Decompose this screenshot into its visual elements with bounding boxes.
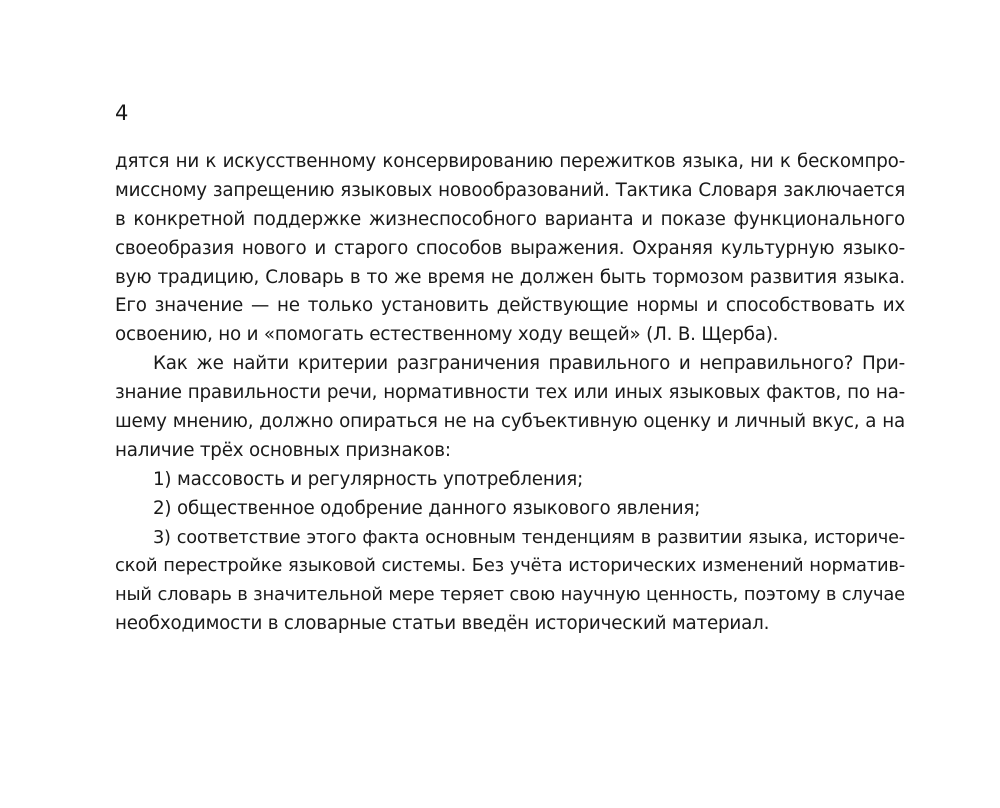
page-number: 4 — [115, 101, 129, 125]
text-line: знание правильности речи, нормативности тех или иных языковых фактов, по на- — [115, 382, 905, 404]
text-line: ской перестройке языковой системы. Без учёта исторических изменений норматив- — [115, 555, 905, 577]
text-line: шему мнению, должно опираться не на субъективную оценку и личный вкус, а на — [115, 411, 905, 433]
text-line: ный словарь в значительной мере теряет свою научную ценность, поэтому в случае — [115, 584, 905, 606]
text-line: 1) массовость и регулярность употребления; — [153, 468, 584, 490]
text-line: миссному запрещению языковых новообразований. Тактика Словаря заключается — [115, 179, 905, 201]
text-line: 2) общественное одобрение данного языкового явления; — [153, 497, 701, 519]
text-line: в конкретной поддержке жизнеспособного варианта и показе функционального — [115, 208, 905, 230]
text-line: 3) соответствие этого факта основным тенденциям в развитии языка, историче- — [153, 527, 905, 548]
text-line: дятся ни к искусственному консервированию пережитков языка, ни к бескомпро- — [115, 151, 905, 172]
text-line: Его значение — не только установить действующие нормы и способствовать их — [115, 295, 905, 317]
text-line: Как же найти критерии разграничения правильного и неправильного? При- — [153, 353, 905, 375]
text-line: освоению, но и «помогать естественному ходу вещей» (Л. В. Щерба). — [115, 324, 779, 346]
text-line: своеобразия нового и старого способов выражения. Охраняя культурную языко- — [115, 237, 905, 259]
text-line: наличие трёх основных признаков: — [115, 439, 451, 461]
text-line: необходимости в словарные статьи введён исторический материал. — [115, 613, 770, 635]
text-line: вую традицию, Словарь в то же время не должен быть тормозом развития языка. — [115, 266, 905, 288]
body-text — [115, 148, 905, 639]
